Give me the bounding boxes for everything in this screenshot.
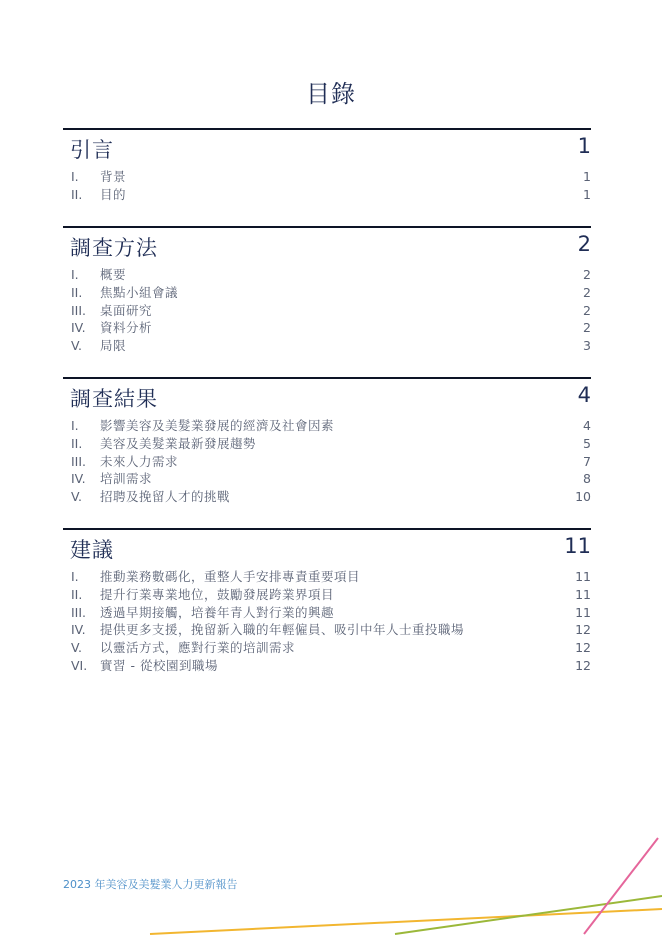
- item-number: III.: [71, 604, 87, 620]
- item-number: II.: [71, 435, 83, 451]
- item-page-number: 2: [583, 302, 591, 318]
- item-page-number: 5: [583, 435, 591, 451]
- item-number: II.: [71, 186, 83, 202]
- item-number: III.: [71, 302, 87, 318]
- item-label: 目的: [100, 186, 127, 202]
- item-page-number: 8: [583, 471, 591, 487]
- item-number: II.: [71, 586, 83, 602]
- item-label: 培訓需求: [100, 471, 153, 487]
- section-page-number: 2: [577, 232, 591, 256]
- section-page-number: 11: [564, 534, 591, 558]
- item-label: 焦點小組會議: [100, 284, 179, 300]
- item-label: 推動業務數碼化，重整人手安排專責重要項目: [100, 569, 361, 584]
- item-label: 以靈活方式，應對行業的培訓需求: [100, 640, 296, 656]
- item-number: IV.: [71, 320, 86, 336]
- item-number: V.: [71, 489, 82, 505]
- item-page-number: 12: [575, 622, 591, 638]
- item-label: 概要: [100, 267, 127, 282]
- item-label: 局限: [100, 338, 127, 354]
- section-title[interactable]: 建議: [70, 538, 114, 562]
- item-number: V.: [71, 338, 82, 354]
- item-label: 招聘及挽留人才的挑戰: [100, 489, 231, 505]
- item-number: I.: [71, 267, 79, 282]
- item-page-number: 2: [583, 284, 591, 300]
- item-label: 實習 - 從校園到職場: [100, 657, 218, 673]
- item-number: IV.: [71, 622, 86, 638]
- item-page-number: 2: [583, 320, 591, 336]
- item-number: I.: [71, 569, 79, 584]
- item-page-number: 11: [575, 569, 591, 584]
- item-number: I.: [71, 169, 79, 184]
- item-page-number: 2: [583, 267, 591, 282]
- section-title[interactable]: 調查方法: [70, 236, 158, 260]
- footer-report-title: 2023 年美容及美髮業人力更新報告: [63, 878, 238, 891]
- item-page-number: 4: [583, 418, 591, 433]
- item-page-number: 10: [575, 489, 591, 505]
- item-number: I.: [71, 418, 79, 433]
- item-page-number: 11: [575, 604, 591, 620]
- item-page-number: 1: [583, 169, 591, 184]
- item-label: 未來人力需求: [100, 453, 179, 469]
- green-stripe: [395, 896, 662, 934]
- section-title[interactable]: 引言: [70, 138, 114, 162]
- item-label: 透過早期接觸，培養年青人對行業的興趣: [100, 604, 335, 620]
- item-label: 提供更多支援，挽留新入職的年輕僱員、吸引中年人士重投職場: [100, 622, 465, 638]
- item-page-number: 12: [575, 657, 591, 673]
- yellow-stripe: [150, 909, 662, 934]
- item-page-number: 12: [575, 640, 591, 656]
- item-label: 影響美容及美髮業發展的經濟及社會因素: [100, 418, 335, 433]
- item-number: V.: [71, 640, 82, 656]
- item-page-number: 7: [583, 453, 591, 469]
- item-label: 美容及美髮業最新發展趨勢: [100, 435, 257, 451]
- item-number: III.: [71, 453, 87, 469]
- item-number: VI.: [71, 657, 88, 673]
- item-page-number: 3: [583, 338, 591, 354]
- item-page-number: 11: [575, 586, 591, 602]
- item-label: 提升行業專業地位，鼓勵發展跨業界項目: [100, 586, 335, 602]
- section-title[interactable]: 調查結果: [70, 387, 158, 411]
- item-label: 桌面研究: [100, 302, 153, 318]
- page-title: 目錄: [306, 80, 356, 108]
- item-label: 資料分析: [100, 320, 153, 336]
- item-number: IV.: [71, 471, 86, 487]
- section-page-number: 1: [577, 134, 591, 158]
- section-page-number: 4: [577, 383, 591, 407]
- item-number: II.: [71, 284, 83, 300]
- item-page-number: 1: [583, 186, 591, 202]
- pink-stripe: [584, 838, 658, 934]
- item-label: 背景: [100, 169, 127, 184]
